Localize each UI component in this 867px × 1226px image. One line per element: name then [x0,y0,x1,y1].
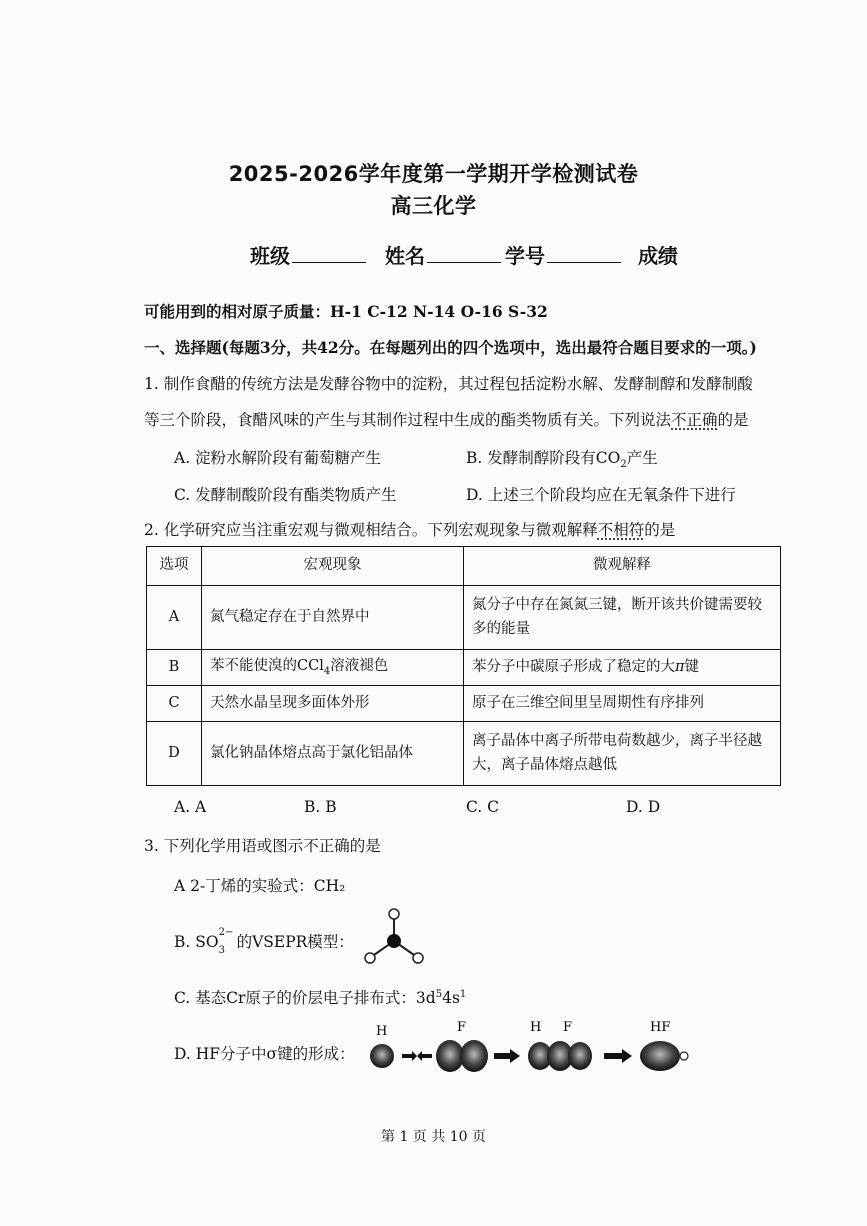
table-cell-macro: 天然水晶呈现多面体外形 [202,686,464,722]
q1-option-d[interactable]: D. 上述三个阶段均应在无氧条件下进行 [466,486,736,504]
q1-option-b[interactable]: B. 发酵制醇阶段有$CO_2$产生 [466,449,658,471]
hf-sigma-bond-diagram [360,1018,700,1078]
exam-subtitle: 高三化学 [390,194,477,218]
q2-choice-a[interactable]: A. A [174,798,207,816]
label-hf: HF [650,1020,671,1035]
q2-choice-b[interactable]: B. B [304,798,337,816]
id-label: 学号 [504,244,545,268]
table-row [147,722,781,786]
score-label: 成绩 [637,244,678,268]
table-row [147,586,781,650]
table-row [147,686,781,722]
atomic-mass-line: 可能用到的相对原子质量：H-1 C-12 N-14 O-16 S-32 [144,302,548,321]
class-label: 班级 [250,244,290,268]
q1-option-a[interactable]: A. 淀粉水解阶段有葡萄糖产生 [174,449,382,467]
exam-title: 2025-2026学年度第一学期开学检测试卷 [228,162,639,186]
q1-option-c[interactable]: C. 发酵制酸阶段有酯类物质产生 [174,486,397,504]
table-header: 微观解释 [464,547,781,586]
label-h: H [376,1024,388,1039]
q2-table [146,546,781,786]
table-cell-option: A [147,586,202,650]
table-cell-micro: 离子晶体中离子所带电荷数越少，离子半径越大，离子晶体熔点越低 [464,722,781,786]
label-h2: H [530,1020,542,1035]
table-row [147,650,781,686]
table-cell-option: D [147,722,202,786]
table-cell-macro: 苯不能使溴的CCl$_4$溶液褪色 [202,650,464,686]
table-header: 选项 [147,547,202,586]
table-cell-macro: 氯化钠晶体熔点高于氯化铝晶体 [202,722,464,786]
q1-stem-line2: 等三个阶段，食醋风味的产生与其制作过程中生成的酯类物质有关。下列说法不正确的是 [144,411,749,429]
label-f: F [457,1020,467,1035]
name-label: 姓名 [384,244,425,268]
table-cell-micro: 原子在三维空间里呈周期性有序排列 [464,686,781,722]
table-cell-micro: 苯分子中碳原子形成了稳定的大π键 [464,650,781,686]
q2-stem: 2. 化学研究应当注重宏观与微观相结合。下列宏观现象与微观解释不相符的是 [144,521,676,539]
section-heading: 一、选择题(每题3分，共42分。在每题列出的四个选项中，选出最符合题目要求的一项。) [144,338,757,357]
page-number: 第 1 页 共 10 页 [381,1129,486,1145]
class-field[interactable] [292,244,366,263]
q3-option-b[interactable]: B. SO 2− 3 的VSEPR模型： [174,927,354,956]
table-cell-micro: 氮分子中存在氮氮三键，断开该共价键需要较多的能量 [464,586,781,650]
name-field[interactable] [427,244,501,263]
label-f2: F [563,1020,573,1035]
table-cell-option: B [147,650,202,686]
vsepr-model-diagram [355,905,435,965]
table-cell-macro: 氮气稳定存在于自然界中 [202,586,464,650]
q3-option-a[interactable]: A 2-丁烯的实验式：CH₂ [174,877,346,895]
table-header: 宏观现象 [202,547,464,586]
id-field[interactable] [547,244,621,263]
table-header-row [147,547,781,586]
student-info-row [250,240,678,269]
q3-option-c[interactable]: C. 基态Cr原子的价层电子排布式：$3d^54s^1$ [174,988,467,1007]
q1-stem-line1: 1. 制作食醋的传统方法是发酵谷物中的淀粉，其过程包括淀粉水解、发酵制醇和发酵制酸 [144,375,753,393]
q2-choice-c[interactable]: C. C [466,798,500,816]
q2-choice-d[interactable]: D. D [626,798,661,816]
q3-option-d[interactable]: D. HF分子中σ键的形成： [174,1045,355,1063]
table-cell-option: C [147,686,202,722]
q3-stem: 3. 下列化学用语或图示不正确的是 [144,837,381,855]
